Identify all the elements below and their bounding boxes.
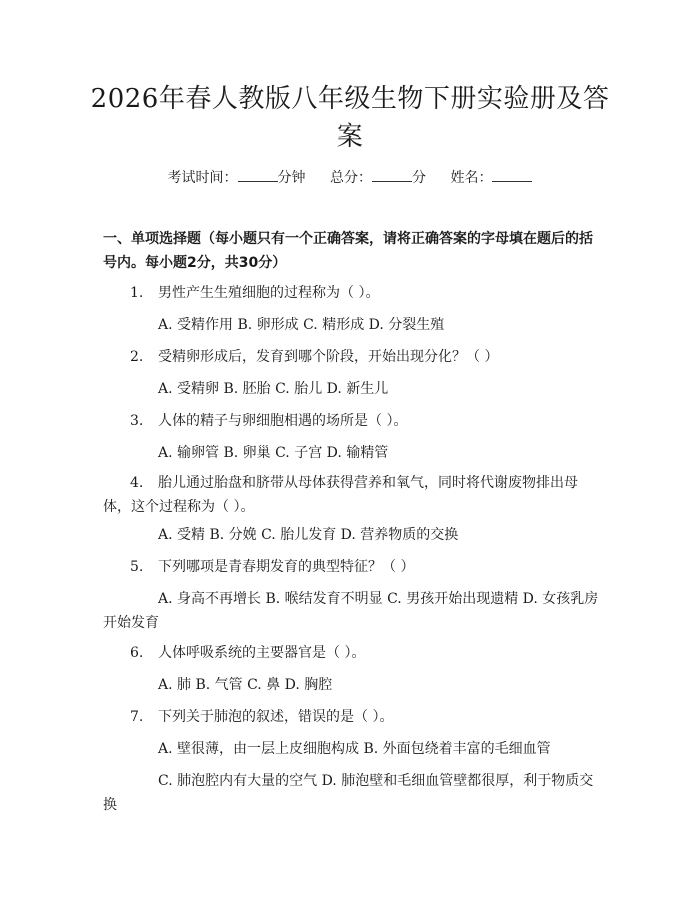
question-5-options: A. 身高不再增长 B. 喉结发育不明显 C. 男孩开始出现遗精 D. 女孩乳房开始发育	[103, 591, 599, 631]
exam-info-line	[0, 167, 700, 188]
exam-time-blank[interactable]	[238, 167, 278, 182]
exam-time-unit: 分钟	[277, 170, 306, 186]
question-6	[103, 641, 603, 665]
question-text: 下列关于肺泡的叙述，错误的是（ ）。	[158, 709, 394, 725]
question-text: 胎儿通过胎盘和脐带从母体获得营养和氧气，同时将代谢废物排出母体，这个过程称为（ ）。	[103, 475, 578, 515]
exam-time-label: 考试时间：	[167, 170, 238, 186]
question-text: 人体的精子与卵细胞相遇的场所是（ ）。	[158, 413, 408, 429]
question-number: 4.	[130, 475, 144, 491]
question-number: 2.	[130, 349, 144, 365]
question-7-options-continued: C. 肺泡腔内有大量的空气 D. 肺泡壁和毛细血管壁都很厚，利于物质交换	[103, 773, 594, 813]
question-number: 7.	[130, 709, 144, 725]
question-6-options: A. 肺 B. 气管 C. 鼻 D. 胸腔	[158, 677, 333, 693]
question-number: 6.	[130, 645, 144, 661]
section-heading: 一、单项选择题（每小题只有一个正确答案，请将正确答案的字母填在题后的括号内。每小题2分，共30分）	[103, 231, 593, 271]
question-1-options: A. 受精作用 B. 卵形成 C. 精形成 D. 分裂生殖	[158, 317, 445, 333]
document-title: 2026年春人教版八年级生物下册实验册及答案	[90, 84, 610, 152]
student-name	[450, 170, 532, 186]
question-5	[103, 555, 603, 579]
question-4-options: A. 受精 B. 分娩 C. 胎儿发育 D. 营养物质的交换	[158, 527, 459, 543]
question-text: 人体呼吸系统的主要器官是（ ）。	[158, 645, 366, 661]
question-number: 3.	[130, 413, 144, 429]
question-text: 受精卵形成后，发育到哪个阶段，开始出现分化？（ ）	[158, 349, 499, 365]
question-text: 男性产生生殖细胞的过程称为（ ）。	[158, 285, 380, 301]
total-score-blank[interactable]	[372, 167, 412, 182]
question-4	[103, 471, 603, 519]
total-score-label: 总分：	[330, 170, 372, 186]
total-score	[330, 170, 426, 186]
question-7	[103, 705, 603, 729]
question-2-options: A. 受精卵 B. 胚胎 C. 胎儿 D. 新生儿	[158, 381, 389, 397]
question-text: 下列哪项是青春期发育的典型特征？（ ）	[158, 559, 415, 575]
question-number: 1.	[130, 285, 144, 301]
question-1	[103, 281, 603, 305]
exam-time	[168, 170, 306, 186]
total-score-unit: 分	[412, 170, 426, 186]
student-name-blank[interactable]	[492, 167, 532, 182]
question-3-options: A. 输卵管 B. 卵巢 C. 子宫 D. 输精管	[158, 445, 389, 461]
question-2	[103, 345, 603, 369]
question-3	[103, 409, 603, 433]
question-number: 5.	[130, 559, 144, 575]
question-7-options: A. 壁很薄，由一层上皮细胞构成 B. 外面包绕着丰富的毛细血管	[158, 741, 551, 757]
student-name-label: 姓名：	[450, 170, 493, 186]
